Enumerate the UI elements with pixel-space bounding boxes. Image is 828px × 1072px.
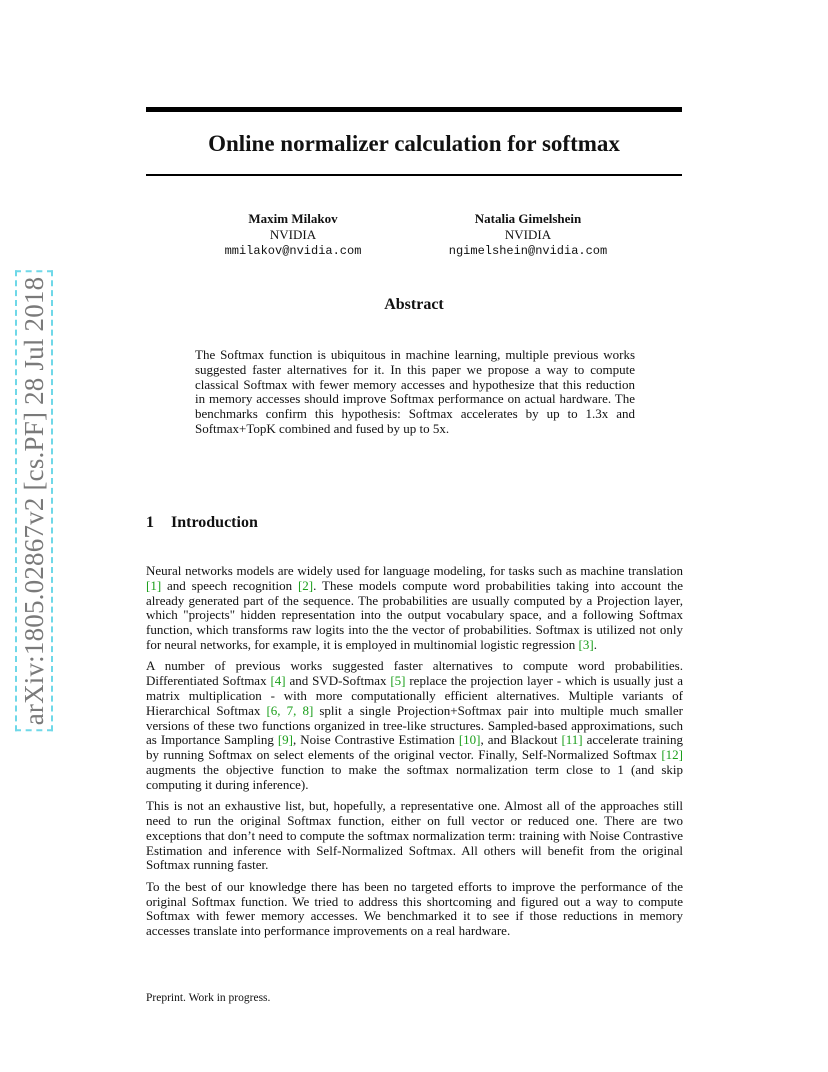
arxiv-identifier[interactable]: arXiv:1805.02867v2 [cs.PF] 28 Jul 2018 [15, 271, 53, 732]
citation-link[interactable]: [10] [458, 732, 481, 748]
author-affiliation: NVIDIA [504, 227, 552, 242]
author-email[interactable]: mmilakov@nvidia.com [224, 244, 362, 258]
paragraph: This is not an exhaustive list, but, hopefully, a representative one. Almost all of the approaches still need to run the original Softmax function, either on full vector or reduced one. There are two exceptions that don’t need to compute the softmax normalization term: training with Noise Contrastive Estimation and inference with Self-Normalized Softmax. All others will benefit from the original Softmax running faster. [146, 798, 683, 873]
paragraph: To the best of our knowledge there has been no targeted efforts to improve the performance of the original Softmax function. We tried to address this shortcoming and figured out a way to compute Softmax with fewer memory accesses. We benchmarked it to see if those reductions in memory accesses translate into performance improvements on a real hardware. [146, 878, 683, 939]
title-bottom-rule [146, 174, 682, 176]
citation-link[interactable]: [3] [578, 636, 594, 652]
arxiv-sidebar-stamp [16, 270, 52, 732]
citation-link[interactable]: [9] [277, 732, 294, 748]
abstract-heading: Abstract [384, 296, 444, 313]
section-title: Introduction [171, 514, 258, 531]
paper-title: Online normalizer calculation for softmax [208, 131, 620, 156]
section-number: 1 [146, 514, 154, 531]
paragraph: Neural networks models are widely used for language modeling, for tasks such as machine translation [1] and speech recognition [2]. These models compute word probabilities taking into account the already generated part of the sequence. The probabilities are usually computed by a Projection layer, which "projects" hidden representation into the output vocabulary space, and a following Softmax function, which transforms raw logits into the the vector of probabilities. Softmax is utilized not only for neural networks, for example, it is employed in multinomial logistic regression [3]. [146, 563, 683, 652]
citation-link[interactable]: [4] [270, 673, 286, 689]
paragraph: A number of previous works suggested faster alternatives to compute word probabilities. Differentiated Softmax [4] and SVD-Softmax [5] replace the projection layer - which is usually just a matrix multiplication - with more computationally efficient alternatives. Multiple variants of Hierarchical Softmax [6, 7, 8] split a single Projection+Softmax pair into multiple much smaller versions of these two functions organized in tree-like structures. Sampled-based approximations, such as Importance Sampling [9], Noise Contrastive Estimation [10], and Blackout [11] accelerate training by running Softmax on select elements of the original vector. Finally, Self-Normalized Softmax [12] augments the objective function to make the softmax normalization term close to 1 (and skip computing it during inference). [146, 658, 683, 792]
author-affiliation: NVIDIA [269, 227, 317, 242]
abstract-text: The Softmax function is ubiquitous in machine learning, multiple previous works suggested faster alternatives for it. In this paper we propose a way to compute classical Softmax with fewer memory accesses and hypothesize that this reduction in memory accesses should improve Softmax performance on actual hardware. The benchmarks confirm this hypothesis: Softmax accelerates by up to 1.3x and Softmax+TopK combined and fused by up to 5x. [195, 347, 635, 436]
citation-link[interactable]: [5] [390, 673, 406, 689]
citation-link[interactable]: [12] [661, 747, 683, 763]
author-block [430, 211, 626, 259]
author-email[interactable]: ngimelshein@nvidia.com [448, 244, 608, 258]
preprint-footnote: Preprint. Work in progress. [146, 992, 271, 1004]
citation-link[interactable]: [1] [146, 577, 162, 593]
title-top-rule [146, 107, 682, 112]
author-name: Natalia Gimelshein [474, 211, 582, 226]
body-text [146, 564, 683, 946]
section-heading [146, 513, 258, 533]
author-block [208, 211, 378, 259]
citation-link[interactable]: [11] [561, 732, 583, 748]
citation-link[interactable]: [6, 7, 8] [266, 702, 314, 718]
citation-link[interactable]: [2] [297, 577, 314, 593]
author-name: Maxim Milakov [248, 211, 338, 226]
